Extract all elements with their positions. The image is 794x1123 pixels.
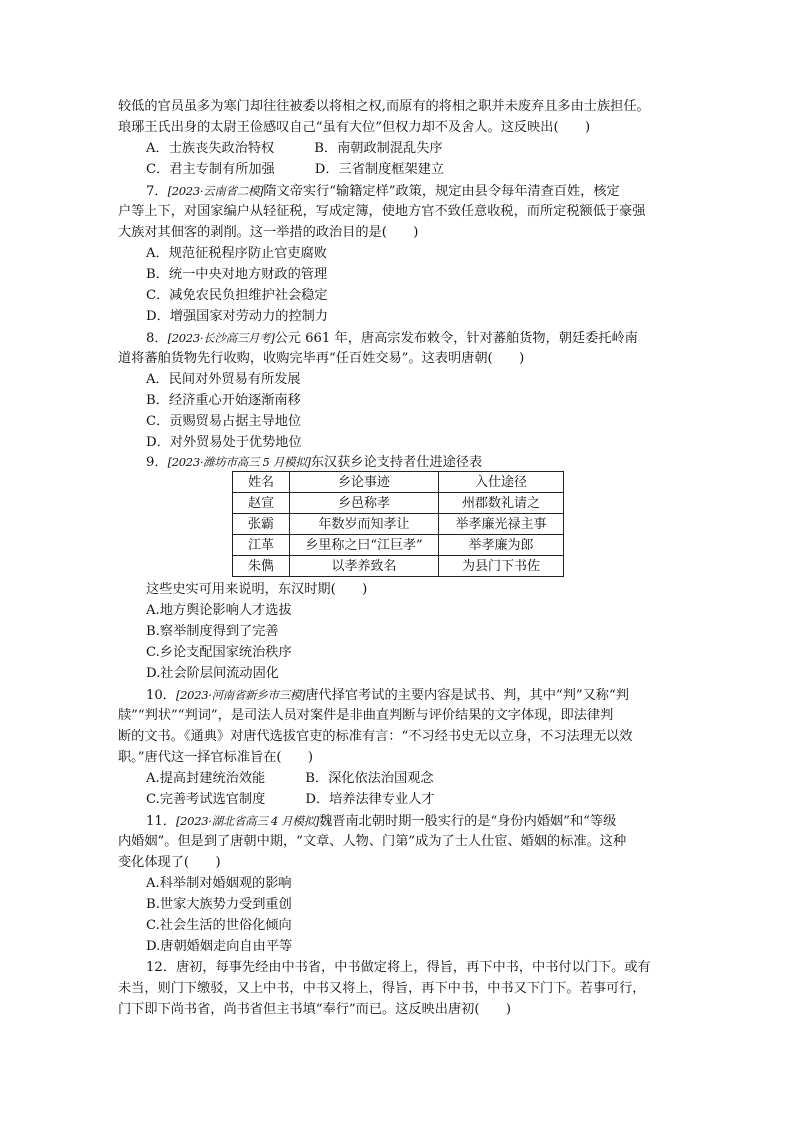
q7-option-a: A．规范征税程序防止官吏腐败 <box>146 246 327 261</box>
q9-option-d: D.社会阶层间流动固化 <box>146 666 279 681</box>
q6-option-d: D．三省制度框架建立 <box>314 162 445 177</box>
table-cell: 朱儁 <box>233 556 290 577</box>
q6-options-row <box>146 160 444 180</box>
q11-stem-line <box>146 811 616 832</box>
q12-text: 唐初，每事先经由中书省，中书做定将上，得旨，再下中书，中书付以门下。或有 <box>175 960 651 975</box>
table-cell: 为县门下书佐 <box>439 556 564 577</box>
q11-stem-line: 变化体现了( ) <box>118 855 221 870</box>
q6-stem-line: 较低的官员虽多为寒门却往往被委以将相之权,而原有的将相之职并未废弃且多由士族担任。 <box>118 99 650 114</box>
q8-number: 8． <box>146 331 168 346</box>
q7-source: [2023·云南省二模] <box>167 184 264 198</box>
q10-options-row <box>146 790 435 810</box>
q9-stem: 这些史实可用来说明，东汉时期( ) <box>146 582 368 597</box>
q12-stem-line: 门下即下尚书省，尚书省但主书填“奉行”而已。这反映出唐初( ) <box>118 1002 512 1017</box>
q6-options-row <box>146 139 443 159</box>
q12-stem-line <box>146 958 651 978</box>
table-cell: 以孝养致名 <box>290 556 439 577</box>
q10-stem-line <box>146 685 629 706</box>
q10-option-a: A.提高封建统治效能 <box>146 771 266 786</box>
table-cell: 举孝廉为郎 <box>439 535 564 556</box>
q8-text: 公元 661 年，唐高宗发布敕令，针对蕃舶货物，朝廷委托岭南 <box>274 331 638 346</box>
table-row <box>233 493 564 514</box>
table-cell: 张霸 <box>233 514 290 535</box>
q10-option-c: C.完善考试选官制度 <box>146 792 266 807</box>
q8-option-a: A．民间对外贸易有所发展 <box>146 372 301 387</box>
q10-options-row <box>146 769 434 789</box>
table-cell: 州郡数礼请之 <box>439 493 564 514</box>
q10-stem-line: 职。”唐代这一择官标准旨在( ) <box>118 750 314 765</box>
q7-text: 隋文帝实行“输籍定样”政策，规定由县令每年清查百姓，核定 <box>263 184 620 199</box>
q9-title-text: 东汉获乡论支持者仕进途径表 <box>310 455 483 470</box>
q10-option-d: D．培养法律专业人才 <box>305 792 435 807</box>
q9-table-title <box>146 452 482 473</box>
q9-option-a: A.地方舆论影响人才选拔 <box>146 603 292 618</box>
q9-source: [2023·潍坊市高三 5 月模拟] <box>167 455 311 469</box>
table-cell: 江革 <box>233 535 290 556</box>
q8-option-c: C．贡赐贸易占据主导地位 <box>146 414 302 429</box>
q11-number: 11． <box>146 814 176 829</box>
q7-stem-line: 大族对其佃客的剥削。这一举措的政治目的是( ) <box>118 225 419 240</box>
q11-text: 魏晋南北朝时期一般实行的是“身份内婚姻”和“等级 <box>319 814 617 829</box>
q12-number: 12． <box>146 960 176 975</box>
table-cell: 赵宣 <box>233 493 290 514</box>
q8-option-b: B．经济重心开始逐渐南移 <box>146 393 301 408</box>
q9-number: 9． <box>146 455 168 470</box>
q6-option-c: C．君主专制有所加强 <box>146 162 275 177</box>
q6-stem-line: 琅琊王氏出身的太尉王俭感叹自己“虽有大位”但权力却不及舍人。这反映出( ) <box>118 120 591 135</box>
q10-number: 10． <box>146 688 176 703</box>
q10-text: 唐代择官考试的主要内容是试书、判，其中“判”又称“判 <box>305 688 629 703</box>
q11-option-b: B.世家大族势力受到重创 <box>146 897 292 912</box>
q7-option-b: B．统一中央对地方财政的管理 <box>146 267 328 282</box>
table-cell: 乡里称之曰“江巨孝” <box>290 535 439 556</box>
table-cell: 年数岁而知孝让 <box>290 514 439 535</box>
table-cell: 举孝廉光禄主事 <box>439 514 564 535</box>
table-header-row <box>233 472 564 493</box>
q10-stem-line: 断的文书。《通典》对唐代选拔官吏的标准有言：“不习经书史无以立身，不习法理无以效 <box>118 729 633 744</box>
q8-option-d: D．对外贸易处于优势地位 <box>146 435 302 450</box>
q10-option-b: B．深化依法治国观念 <box>305 771 434 786</box>
table-header-cell: 乡论事迹 <box>290 472 439 493</box>
q8-stem-line: 道将蕃舶货物先行收购，收购完毕再“任百姓交易”。这表明唐朝( ) <box>118 351 525 366</box>
table-row <box>233 535 564 556</box>
q11-stem-line: 内婚姻”。但是到了唐朝中期，“文章、人物、门第”成为了士人仕宦、婚姻的标准。这种 <box>118 834 627 849</box>
table-cell: 乡邑称孝 <box>290 493 439 514</box>
q11-option-c: C.社会生活的世俗化倾向 <box>146 918 292 933</box>
q8-stem-line <box>146 328 638 349</box>
q7-stem-line <box>146 181 620 202</box>
table-header-cell: 入仕途径 <box>439 472 564 493</box>
table-row <box>233 514 564 535</box>
q11-option-a: A.科举制对婚姻观的影响 <box>146 876 292 891</box>
q11-source: [2023·湖北省高三 4 月模拟] <box>175 814 320 828</box>
q9-option-c: C.乡论支配国家统治秩序 <box>146 645 292 660</box>
q8-source: [2023·长沙高三月考] <box>167 331 275 345</box>
q7-option-d: D．增强国家对劳动力的控制力 <box>146 309 329 324</box>
q12-stem-line: 未当，则门下缴驳，又上中书，中书又将上，得旨，再下中书，中书又下门下。若事可行， <box>118 981 646 996</box>
q9-table <box>232 471 564 577</box>
q6-option-a: A．士族丧失政治特权 <box>146 141 275 156</box>
q11-option-d: D.唐朝婚姻走向自由平等 <box>146 939 293 954</box>
q7-stem-line: 户等上下，对国家编户从轻征税，写成定簿，使地方官不致任意收税，而所定税额低于豪强 <box>118 204 646 219</box>
q6-option-b: B．南朝政制混乱失序 <box>314 141 443 156</box>
q10-source: [2023·河南省新乡市三模] <box>175 688 306 702</box>
q7-option-c: C．减免农民负担维护社会稳定 <box>146 288 328 303</box>
q9-option-b: B.察举制度得到了完善 <box>146 624 279 639</box>
q10-stem-line: 牍”“判状”“判词”，是司法人员对案件是非曲直判断与评价结果的文字体现，即法律判 <box>118 708 614 723</box>
q7-number: 7． <box>146 184 168 199</box>
table-header-cell: 姓名 <box>233 472 290 493</box>
table-row <box>233 556 564 577</box>
